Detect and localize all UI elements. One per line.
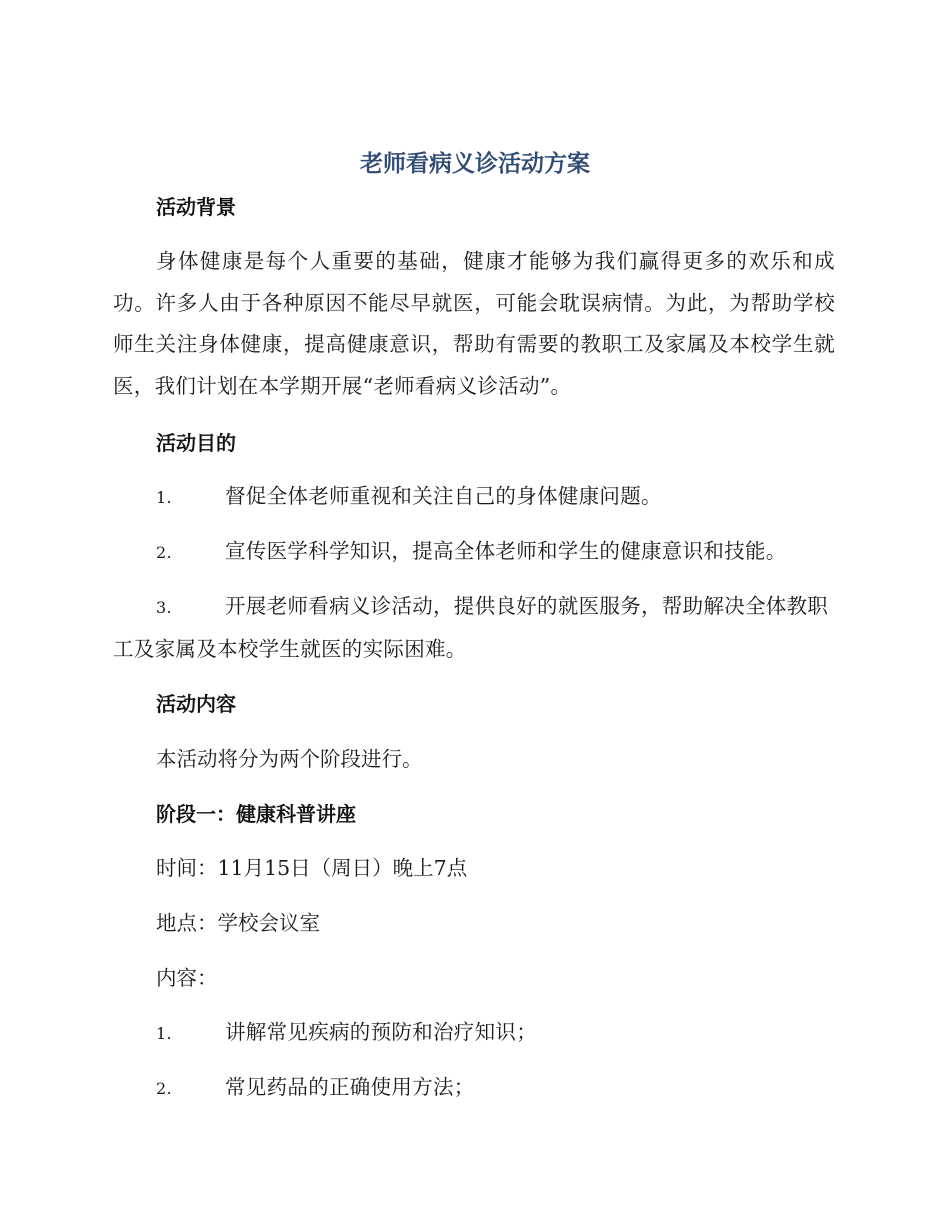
list-number: 1. bbox=[156, 1024, 172, 1043]
purpose-list-item bbox=[113, 531, 835, 574]
background-paragraph: 身体健康是每个人重要的基础，健康才能够为我们赢得更多的欢乐和成功。许多人由于各种原因不能尽早就医，可能会耽误病情。为此，为帮助学校师生关注身体健康，提高健康意识，帮助有需要的教职工及家属及本校学生就医，我们计划在本学期开展“老师看病义诊活动”。 bbox=[113, 249, 835, 398]
content-intro: 本活动将分为两个阶段进行。 bbox=[156, 747, 423, 771]
stage-list-item bbox=[113, 1067, 835, 1110]
list-number: 2. bbox=[156, 1079, 172, 1098]
list-item-text: 常见药品的正确使用方法； bbox=[225, 1075, 475, 1099]
section-heading-purpose: 活动目的 bbox=[156, 431, 236, 455]
purpose-list-item bbox=[113, 476, 835, 519]
purpose-list-item bbox=[113, 586, 835, 670]
stage-time: 时间：11月15日（周日）晚上7点 bbox=[156, 856, 468, 880]
section-heading-background: 活动背景 bbox=[156, 195, 236, 219]
stage-place: 地点：学校会议室 bbox=[156, 911, 320, 935]
list-item-text: 督促全体老师重视和关注自己的身体健康问题。 bbox=[225, 484, 662, 508]
list-number: 3. bbox=[156, 598, 172, 617]
document-title: 老师看病义诊活动方案 bbox=[360, 151, 590, 177]
list-item-text: 宣传医学科学知识，提高全体老师和学生的健康意识和技能。 bbox=[225, 539, 787, 563]
stage-content-label: 内容： bbox=[156, 966, 218, 990]
section-heading-content: 活动内容 bbox=[156, 692, 236, 716]
list-item-text: 讲解常见疾病的预防和治疗知识； bbox=[225, 1020, 537, 1044]
stage-heading: 阶段一：健康科普讲座 bbox=[156, 802, 356, 826]
list-number: 1. bbox=[156, 488, 172, 507]
stage-list-item bbox=[113, 1012, 835, 1055]
list-number: 2. bbox=[156, 543, 172, 562]
list-item-text: 开展老师看病义诊活动，提供良好的就医服务，帮助解决全体教职工及家属及本校学生就医的实际困难。 bbox=[113, 594, 829, 661]
